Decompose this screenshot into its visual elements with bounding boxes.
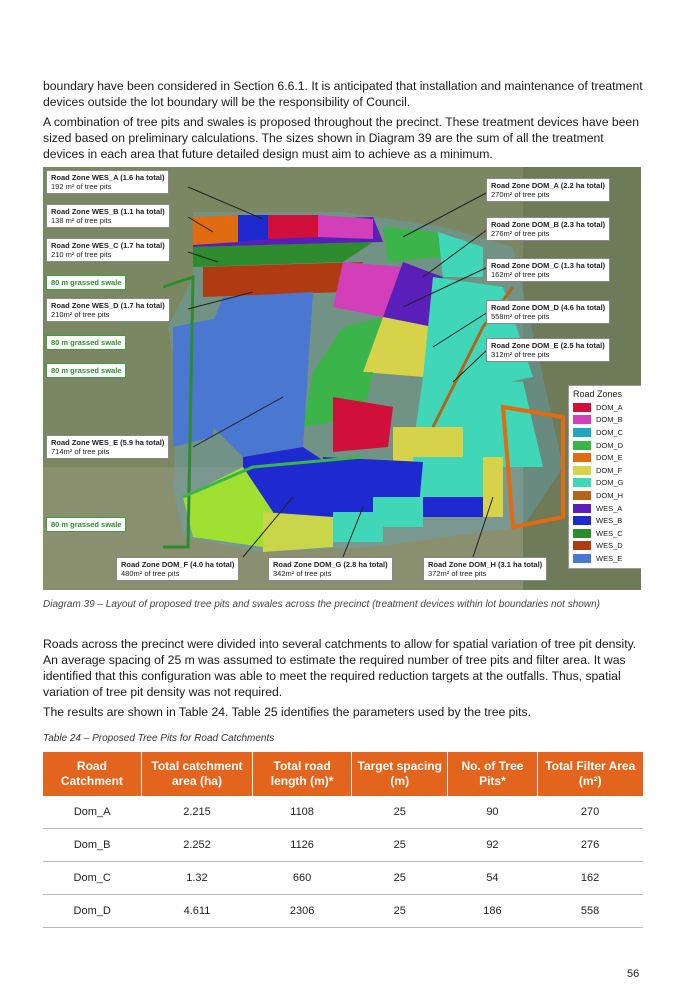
paragraph-2: A combination of tree pits and swales is proposed throughout the precinct. These treatment devices have been sized based on preliminary calculations. The sizes shown in Diagram 39 are the sum of all the treatment devices in each area that future detailed design must aim to achieve as a minimum. xyxy=(43,115,639,161)
callout-dom-c: Road Zone DOM_C (1.3 ha total) 162m² of tree pits xyxy=(486,258,610,282)
callout-wes-b: Road Zone WES_B (1.1 ha total) 138 m² of tree pits xyxy=(46,204,170,228)
table-row xyxy=(43,829,643,862)
legend-item xyxy=(573,540,641,553)
callout-dom-e: Road Zone DOM_E (2.5 ha total) 312m² of tree pits xyxy=(486,338,610,362)
table-cell: 1.32 xyxy=(141,862,252,895)
callout-dom-a: Road Zone DOM_A (2.2 ha total) 270m² of tree pits xyxy=(486,178,610,202)
table-cell: 92 xyxy=(448,829,537,862)
legend-label: DOM_D xyxy=(596,440,624,450)
legend-label: WES_A xyxy=(596,503,623,513)
tree-pits-table xyxy=(43,752,643,928)
legend-label: DOM_C xyxy=(596,427,624,437)
callout-dom-h: Road Zone DOM_H (3.1 ha total) 372m² of tree pits xyxy=(423,557,547,581)
legend-swatch xyxy=(573,428,591,437)
legend-swatch xyxy=(573,415,591,424)
table-cell: 276 xyxy=(537,829,643,862)
swale-label-2: 80 m grassed swale xyxy=(46,335,126,350)
legend-label: WES_B xyxy=(596,516,623,526)
legend-swatch xyxy=(573,403,591,412)
legend-swatch xyxy=(573,504,591,513)
legend-swatch xyxy=(573,441,591,450)
callout-dom-b: Road Zone DOM_B (2.3 ha total) 276m² of tree pits xyxy=(486,217,610,241)
legend-label: WES_D xyxy=(596,541,623,551)
legend-label: DOM_B xyxy=(596,415,623,425)
table-cell: Dom_C xyxy=(43,862,141,895)
callout-wes-c: Road Zone WES_C (1.7 ha total) 210 m² of tree pits xyxy=(46,238,170,262)
table-cell: 162 xyxy=(537,862,643,895)
legend-swatch xyxy=(573,491,591,500)
legend-item xyxy=(573,451,641,464)
table-cell: 1126 xyxy=(253,829,352,862)
precinct-map xyxy=(43,167,641,590)
legend-swatch xyxy=(573,541,591,550)
header-road-length: Total road length (m)* xyxy=(253,752,352,796)
callout-dom-d: Road Zone DOM_D (4.6 ha total) 558m² of tree pits xyxy=(486,300,610,324)
header-filter-area: Total Filter Area (m²) xyxy=(537,752,643,796)
header-catchment-area: Total catchment area (ha) xyxy=(141,752,252,796)
swale-label-4: 80 m grassed swale xyxy=(46,517,126,532)
legend-label: DOM_A xyxy=(596,402,623,412)
legend-item xyxy=(573,527,641,540)
legend-item xyxy=(573,414,641,427)
legend-item xyxy=(573,477,641,490)
legend-label: DOM_G xyxy=(596,478,624,488)
table-cell: 25 xyxy=(352,829,448,862)
table-cell: 1108 xyxy=(253,796,352,829)
legend-item xyxy=(573,514,641,527)
table-row xyxy=(43,895,643,928)
paragraph-4: The results are shown in Table 24. Table 25 identifies the parameters used by the tree pits. xyxy=(43,705,532,719)
legend-item xyxy=(573,502,641,515)
header-road-catchment: Road Catchment xyxy=(43,752,141,796)
table-cell: 2.252 xyxy=(141,829,252,862)
callout-wes-a: Road Zone WES_A (1.6 ha total) 192 m² of tree pits xyxy=(46,170,169,194)
legend-swatch xyxy=(573,466,591,475)
paragraph-3: Roads across the precinct were divided into several catchments to allow for spatial variation of tree pit density. An average spacing of 25 m was assumed to estimate the required number of tree pits and filter area. It was identified that this configuration was able to meet the required reduction targets at the outfalls. Thus, spatial variation of tree pit density was not required. xyxy=(43,637,637,699)
legend-item xyxy=(573,439,641,452)
legend-title: Road Zones xyxy=(573,389,623,399)
callout-wes-d: Road Zone WES_D (1.7 ha total) 210m² of tree pits xyxy=(46,298,170,322)
road-zones-legend xyxy=(568,385,641,569)
legend-swatch xyxy=(573,529,591,538)
legend-label: WES_E xyxy=(596,553,623,563)
table-cell: 25 xyxy=(352,862,448,895)
swale-label-3: 80 m grassed swale xyxy=(46,363,126,378)
table-cell: 2.215 xyxy=(141,796,252,829)
legend-item xyxy=(573,489,641,502)
table-cell: 90 xyxy=(448,796,537,829)
table-cell: 558 xyxy=(537,895,643,928)
header-target-spacing: Target spacing (m) xyxy=(352,752,448,796)
callout-wes-e: Road Zone WES_E (5.9 ha total) 714m² of tree pits xyxy=(46,435,169,459)
legend-label: WES_C xyxy=(596,528,623,538)
swale-label-1: 80 m grassed swale xyxy=(46,275,126,290)
table-caption: Table 24 – Proposed Tree Pits for Road Catchments xyxy=(43,733,275,744)
legend-item xyxy=(573,464,641,477)
legend-item xyxy=(573,552,641,565)
callout-dom-g: Road Zone DOM_G (2.8 ha total) 342m² of tree pits xyxy=(268,557,393,581)
table-row xyxy=(43,796,643,829)
table-cell: 25 xyxy=(352,895,448,928)
table-cell: Dom_D xyxy=(43,895,141,928)
legend-item xyxy=(573,426,641,439)
legend-swatch xyxy=(573,516,591,525)
table-cell: 186 xyxy=(448,895,537,928)
table-cell: 54 xyxy=(448,862,537,895)
table-cell: 2306 xyxy=(253,895,352,928)
legend-item xyxy=(573,401,641,414)
table-cell: 660 xyxy=(253,862,352,895)
legend-label: DOM_H xyxy=(596,490,624,500)
table-row xyxy=(43,862,643,895)
paragraph-1: boundary have been considered in Section 6.6.1. It is anticipated that installation and maintenance of treatment devices outside the lot boundary will be the responsibility of Council. xyxy=(43,79,643,109)
legend-label: DOM_E xyxy=(596,453,623,463)
table-header-row xyxy=(43,752,643,796)
page-number: 56 xyxy=(627,968,640,980)
callout-dom-f: Road Zone DOM_F (4.0 ha total) 480m² of tree pits xyxy=(116,557,239,581)
legend-swatch xyxy=(573,554,591,563)
table-cell: 270 xyxy=(537,796,643,829)
legend-swatch xyxy=(573,478,591,487)
legend-label: DOM_F xyxy=(596,465,623,475)
table-cell: 4.611 xyxy=(141,895,252,928)
table-cell: Dom_A xyxy=(43,796,141,829)
legend-swatch xyxy=(573,453,591,462)
table-cell: 25 xyxy=(352,796,448,829)
table-cell: Dom_B xyxy=(43,829,141,862)
header-tree-pits: No. of Tree Pits* xyxy=(448,752,537,796)
diagram-caption: Diagram 39 – Layout of proposed tree pits and swales across the precinct (treatment devices within lot boundaries not shown) xyxy=(43,599,600,610)
